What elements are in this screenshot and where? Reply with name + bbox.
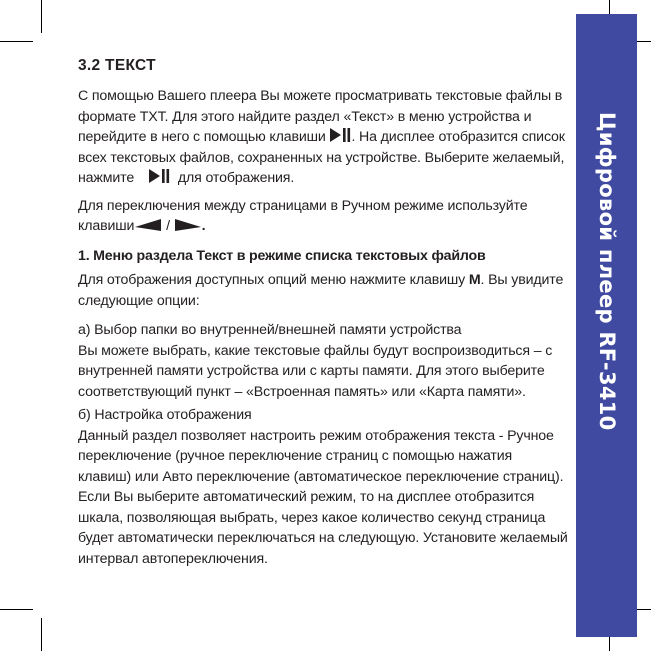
crop-mark [0,609,33,610]
crop-mark [41,0,42,33]
option-b-title: б) Настройка отображения [78,407,252,423]
crop-mark [41,618,42,651]
text: для отображения. [177,170,295,186]
text: Для переключения между страницами в Ручном режиме используйте клавиши [78,197,528,234]
side-band [576,14,637,637]
text: . На дисплее отобразится список всех текстовых файлов, сохраненных на устройстве. Выберите желаемый, нажмите [78,129,565,186]
text: . Вы увидите следующие опции: [78,272,564,309]
play-pause-icon [148,168,170,184]
text: С помощью Вашего плеера Вы можете просматривать текстовые файлы в формате TXT. Для этого найдите раздел «Текст» в меню устройства и перейдите в него с помощью клавиши [78,88,563,145]
next-arrow-icon [174,218,202,232]
key-m: M [468,272,481,288]
paragraph-intro [78,86,568,189]
play-pause-icon [329,127,351,143]
option-b-text: Данный раздел позволяет настроить режим отображения текста - Ручное переключение (ручное переключение страниц с помощью нажатия клавиш) или Авто переключение (автоматическое переключение страниц). Если Вы выберите автоматический режим, то на дисплее отобразится шкала, позволяющая выбрать, через какое количество секунд страница будет автоматически переключаться на следующую. Установите желаемый интервал автопереключения. [78,427,568,567]
text: . [201,218,206,234]
subsection-title: 1. Меню раздела Текст в режиме списка текстовых файлов [78,247,486,264]
side-band-title: Цифровой плеер RF-3410 [594,112,619,431]
prev-arrow-icon [134,218,162,232]
text: Для отображения доступных опций меню нажмите клавишу [78,272,466,288]
section-title: 3.2 ТЕКСТ [78,57,156,74]
crop-mark [0,41,33,42]
paragraph-paging [78,196,568,237]
page-content [78,56,568,569]
separator: / [166,218,170,234]
paragraph-menu [78,270,568,311]
option-a-title: а) Выбор папки во внутренней/внешней памяти устройства [78,322,462,338]
option-a-text: Вы можете выбрать, какие текстовые файлы будут воспроизводиться – с внутренней памяти устройства или с карты памяти. Для этого выберите соответствующий пункт – «Встроенная память» или «Карта памяти». [78,342,553,400]
